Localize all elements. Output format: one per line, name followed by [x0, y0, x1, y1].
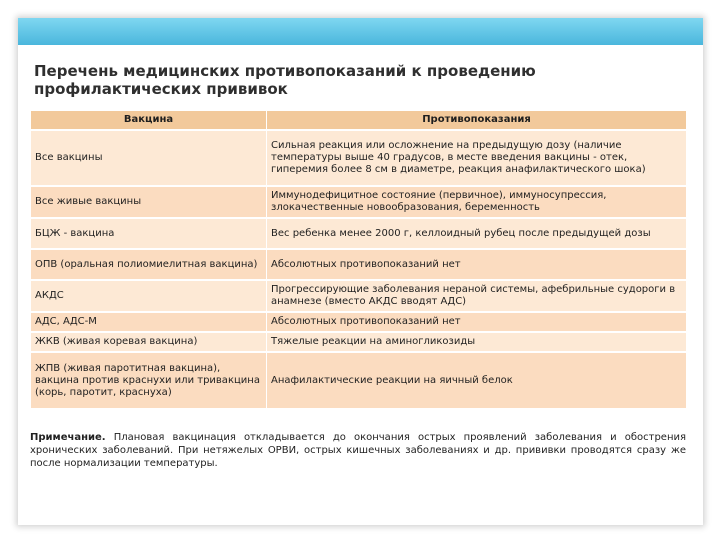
table-row: [31, 312, 687, 332]
note-text: Плановая вакцинация откладывается до окончания острых проявлений заболевания и обострения хронических заболеваний. При нетяжелых ОРВИ, острых кишечных заболеваниях и др. прививки проводятся сразу же после нормализации температуры.: [30, 432, 686, 469]
contraindications-table-container: [30, 110, 686, 408]
contraindications-table: [30, 110, 687, 408]
vaccine-cell: ЖПВ (живая паротитная вакцина), вакцина против краснухи или тривакцина (корь, паротит, краснуха): [31, 352, 267, 408]
table-row: [31, 280, 687, 312]
contraindication-cell: Тяжелые реакции на аминогликозиды: [267, 332, 687, 352]
table-row: [31, 249, 687, 280]
table-row: [31, 352, 687, 408]
vaccine-cell: АДС, АДС-М: [31, 312, 267, 332]
contraindication-cell: Абсолютных противопоказаний нет: [267, 249, 687, 280]
vaccine-cell: Все вакцины: [31, 130, 267, 186]
contraindication-cell: Анафилактические реакции на яичный белок: [267, 352, 687, 408]
vaccine-cell: АКДС: [31, 280, 267, 312]
contraindication-cell: Абсолютных противопоказаний нет: [267, 312, 687, 332]
table-row: [31, 186, 687, 218]
note-label: Примечание.: [30, 432, 106, 443]
table-header-row: [31, 111, 687, 131]
vaccine-cell: БЦЖ - вакцина: [31, 218, 267, 249]
vaccine-cell: Все живые вакцины: [31, 186, 267, 218]
page-title: Перечень медицинских противопоказаний к проведению профилактических прививок: [34, 62, 536, 98]
table-row: [31, 130, 687, 186]
contraindication-cell: Иммунодефицитное состояние (первичное), иммуносупрессия, злокачественные новообразования, беременность: [267, 186, 687, 218]
top-accent-bar: [18, 18, 703, 45]
vaccine-cell: ОПВ (оральная полиомиелитная вакцина): [31, 249, 267, 280]
table-row: [31, 218, 687, 249]
header-contraindications: Противопоказания: [267, 111, 687, 131]
table-row: [31, 332, 687, 352]
contraindication-cell: Прогрессирующие заболевания нераной системы, афебрильные судороги в анамнезе (вместо АКДС вводят АДС): [267, 280, 687, 312]
slide: [18, 18, 703, 525]
vaccine-cell: ЖКВ (живая коревая вакцина): [31, 332, 267, 352]
contraindication-cell: Вес ребенка менее 2000 г, келлоидный рубец после предыдущей дозы: [267, 218, 687, 249]
contraindication-cell: Сильная реакция или осложнение на предыдущую дозу (наличие температуры выше 40 градусов, в месте введения вакцины - отек, гиперемия более 8 см в диаметре, реакция анафилактического шока): [267, 130, 687, 186]
note-paragraph: [30, 431, 686, 470]
header-vaccine: Вакцина: [31, 111, 267, 131]
